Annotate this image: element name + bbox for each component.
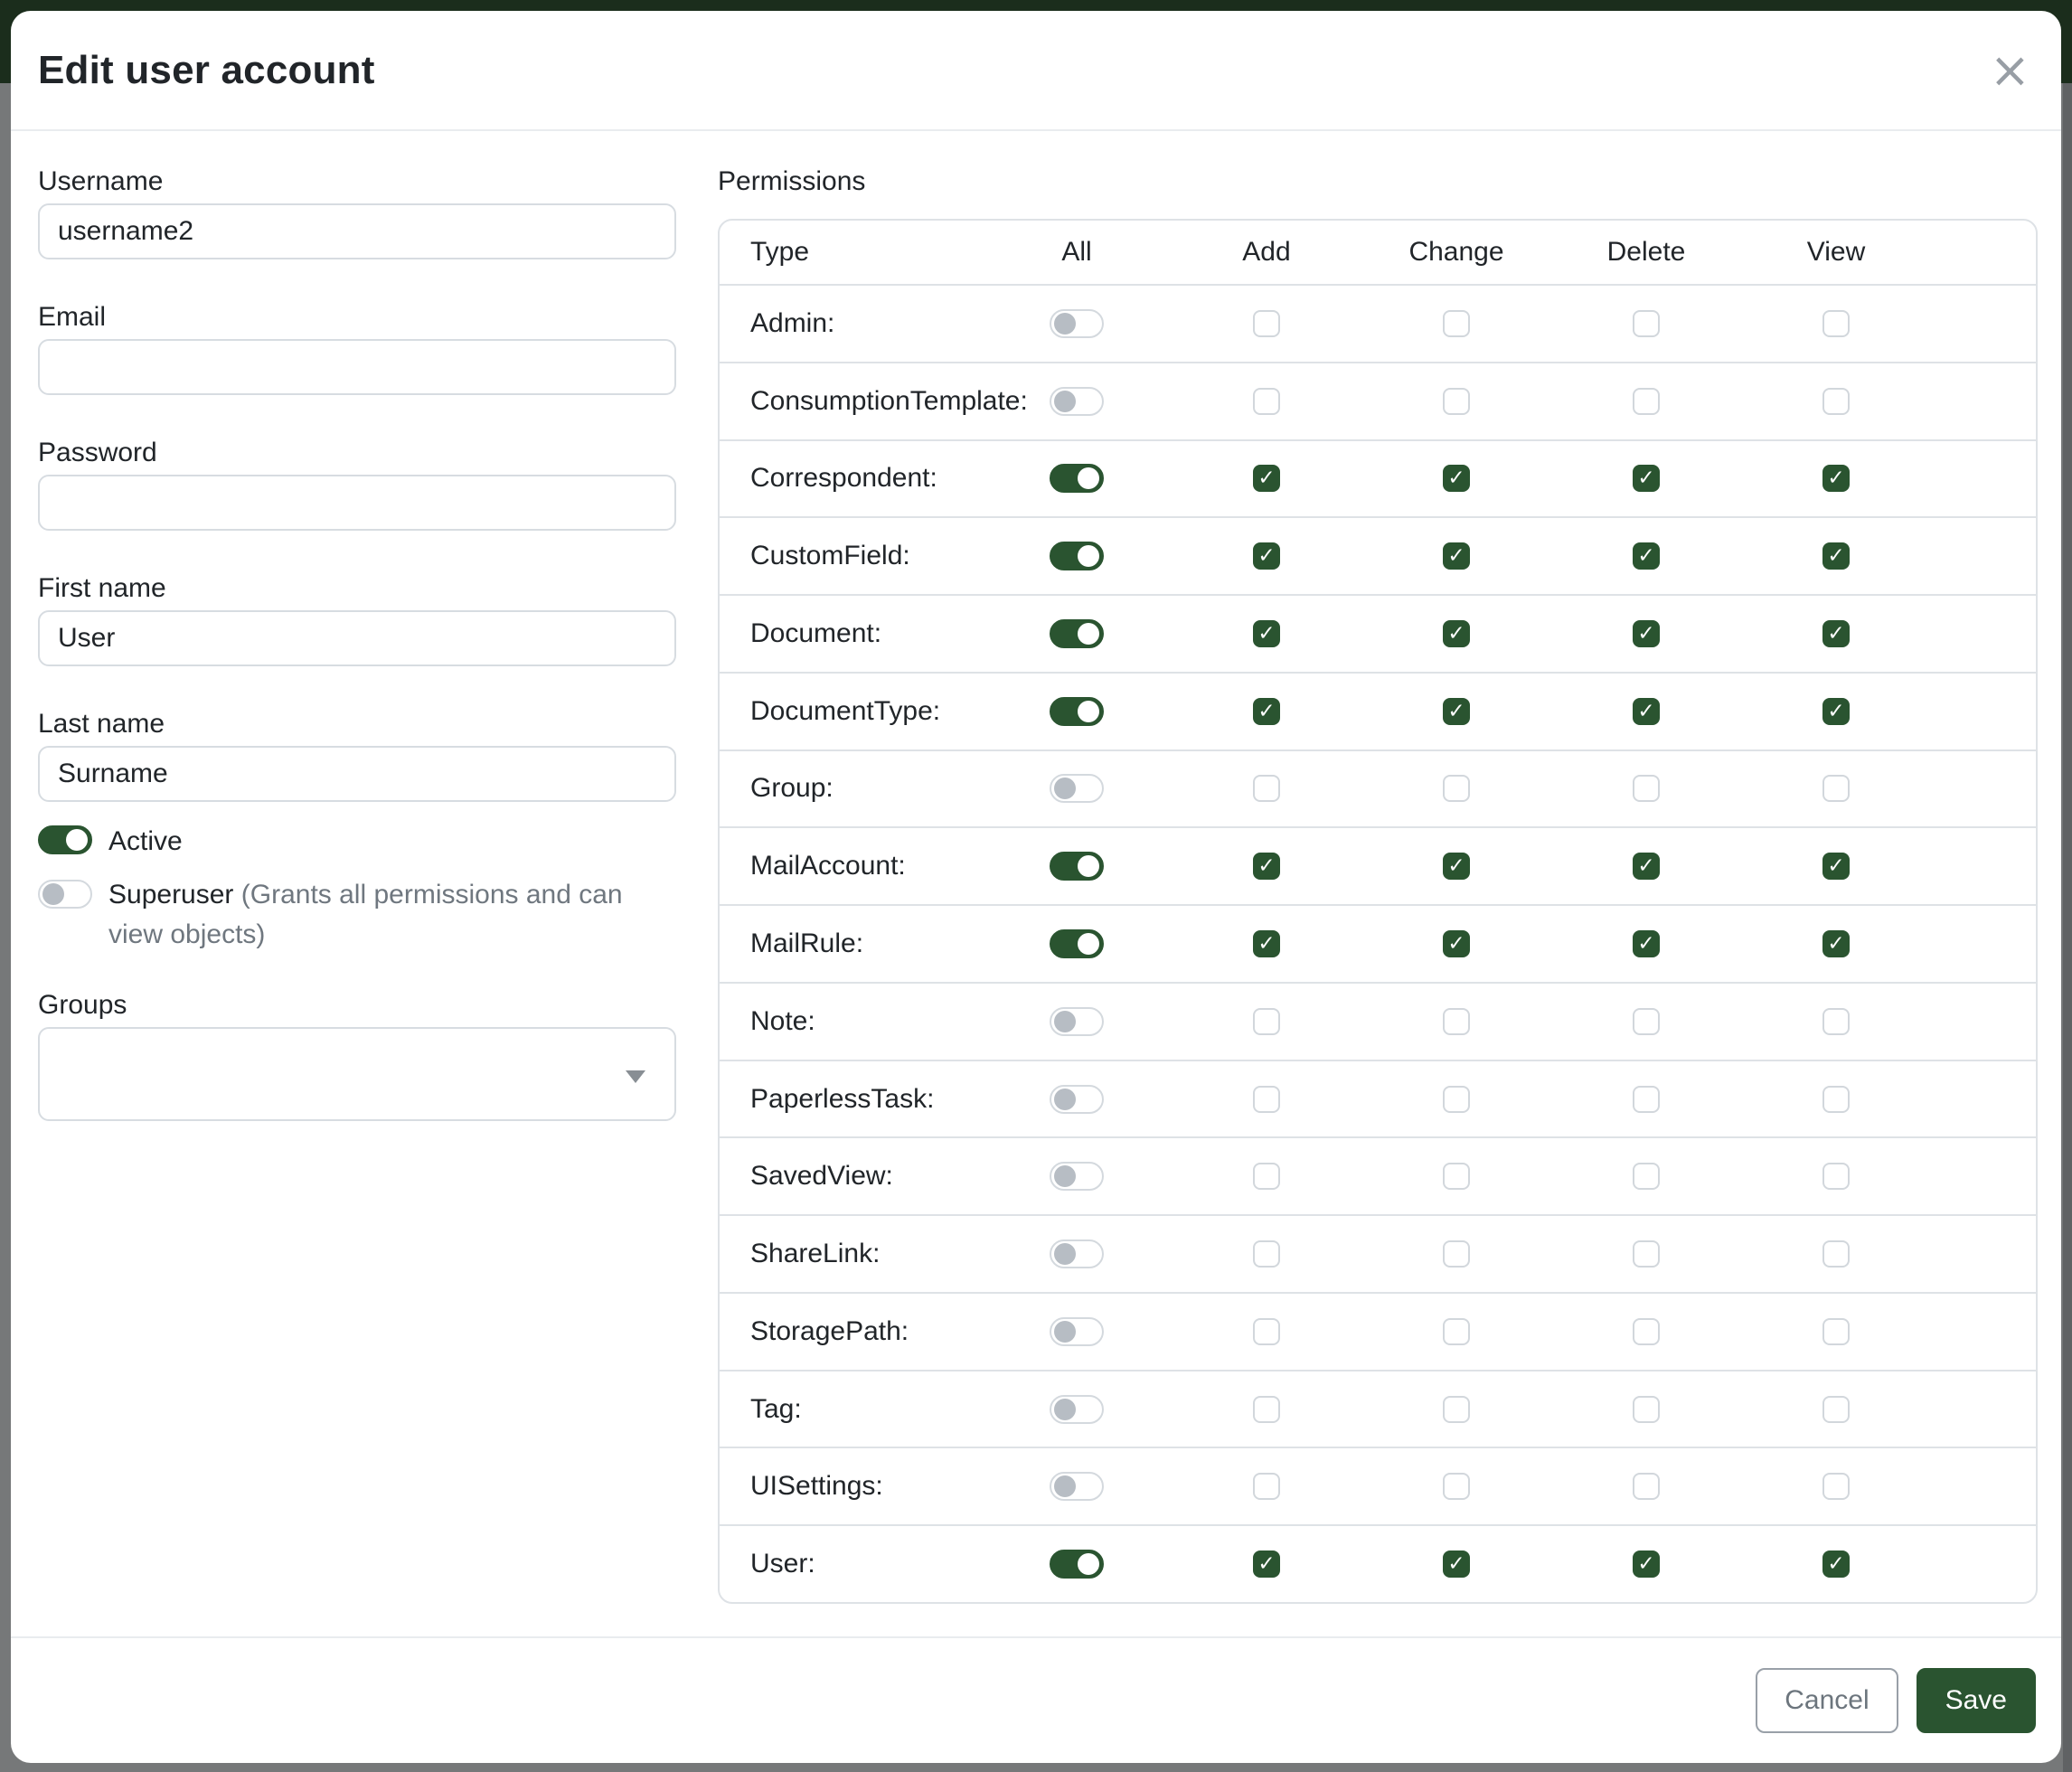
delete-checkbox[interactable] [1633, 465, 1660, 492]
toggle-knob [1054, 391, 1076, 412]
password-field[interactable] [38, 475, 676, 531]
view-checkbox[interactable] [1822, 1396, 1850, 1423]
add-checkbox[interactable] [1253, 1008, 1280, 1035]
permission-type-label: ShareLink: [750, 1239, 881, 1269]
delete-checkbox[interactable] [1633, 1163, 1660, 1190]
view-checkbox[interactable] [1822, 775, 1850, 802]
toggle-knob [1054, 1011, 1076, 1032]
user-form [38, 165, 676, 1121]
permission-type-label: CustomField: [750, 541, 910, 571]
permission-type-label: Admin: [750, 307, 835, 338]
delete-checkbox[interactable] [1633, 698, 1660, 725]
delete-checkbox[interactable] [1633, 775, 1660, 802]
username-group [38, 165, 676, 259]
toggle-knob [1078, 467, 1099, 489]
cancel-button[interactable]: Cancel [1756, 1668, 1898, 1733]
toggle-knob [1054, 1165, 1076, 1187]
delete-checkbox[interactable] [1633, 1396, 1660, 1423]
view-checkbox[interactable] [1822, 1008, 1850, 1035]
change-checkbox[interactable] [1443, 1396, 1470, 1423]
all-toggle[interactable] [1050, 1085, 1104, 1114]
view-checkbox[interactable] [1822, 1550, 1850, 1578]
add-checkbox[interactable] [1253, 1396, 1280, 1423]
permission-row [720, 1138, 2036, 1216]
toggle-knob [42, 883, 64, 905]
column-header-view: View [1806, 237, 1866, 267]
permission-row [720, 1294, 2036, 1371]
permission-row [720, 1448, 2036, 1526]
view-checkbox[interactable] [1822, 1318, 1850, 1345]
delete-checkbox[interactable] [1633, 620, 1660, 647]
permission-row [720, 286, 2036, 363]
delete-checkbox[interactable] [1633, 1318, 1660, 1345]
groups-group [38, 989, 676, 1121]
modal-footer [11, 1636, 2061, 1763]
permission-row [720, 828, 2036, 906]
change-checkbox[interactable] [1443, 1008, 1470, 1035]
change-checkbox[interactable] [1443, 1318, 1470, 1345]
view-checkbox[interactable] [1822, 930, 1850, 957]
all-toggle[interactable] [1050, 1472, 1104, 1501]
last-name-group [38, 708, 676, 802]
column-header-delete: Delete [1606, 237, 1686, 267]
page-title: Edit user account [38, 47, 375, 92]
permission-type-label: ConsumptionTemplate: [750, 385, 1028, 416]
first-name-label: First name [38, 573, 166, 603]
change-checkbox[interactable] [1443, 1473, 1470, 1500]
change-checkbox[interactable] [1443, 620, 1470, 647]
delete-checkbox[interactable] [1633, 1550, 1660, 1578]
view-checkbox[interactable] [1822, 1163, 1850, 1190]
superuser-hint: (Grants all permissions and can view objects) [108, 880, 623, 949]
superuser-toggle[interactable] [38, 880, 92, 909]
permission-row [720, 751, 2036, 829]
groups-select[interactable] [38, 1027, 676, 1121]
delete-checkbox[interactable] [1633, 853, 1660, 880]
delete-checkbox[interactable] [1633, 542, 1660, 570]
column-header-change: Change [1408, 237, 1504, 267]
delete-checkbox[interactable] [1633, 1086, 1660, 1113]
add-checkbox[interactable] [1253, 388, 1280, 415]
permission-row [720, 1371, 2036, 1449]
all-toggle[interactable] [1050, 619, 1104, 648]
toggle-knob [1078, 1553, 1099, 1575]
permission-type-label: UISettings: [750, 1471, 883, 1502]
toggle-knob [1078, 701, 1099, 722]
delete-checkbox[interactable] [1633, 1240, 1660, 1268]
modal-body [11, 133, 2061, 1636]
change-checkbox[interactable] [1443, 542, 1470, 570]
permission-type-label: Correspondent: [750, 463, 937, 494]
toggle-knob [1054, 1321, 1076, 1343]
permission-type-label: MailRule: [750, 928, 864, 958]
permission-row [720, 984, 2036, 1061]
all-toggle[interactable] [1050, 774, 1104, 803]
password-label: Password [38, 438, 157, 467]
all-toggle[interactable] [1050, 1395, 1104, 1424]
add-checkbox[interactable] [1253, 1163, 1280, 1190]
close-icon[interactable]: × [1989, 41, 2030, 99]
permission-type-label: DocumentType: [750, 695, 941, 726]
email-label: Email [38, 302, 107, 332]
delete-checkbox[interactable] [1633, 1473, 1660, 1500]
view-checkbox[interactable] [1822, 1086, 1850, 1113]
permission-row [720, 906, 2036, 984]
first-name-field[interactable] [38, 610, 676, 666]
delete-checkbox[interactable] [1633, 1008, 1660, 1035]
all-toggle[interactable] [1050, 542, 1104, 570]
all-toggle[interactable] [1050, 309, 1104, 338]
toggle-knob [1054, 1243, 1076, 1265]
change-checkbox[interactable] [1443, 388, 1470, 415]
view-checkbox[interactable] [1822, 542, 1850, 570]
permission-type-label: MailAccount: [750, 851, 906, 881]
add-checkbox[interactable] [1253, 465, 1280, 492]
active-label: Active [108, 826, 183, 856]
add-checkbox[interactable] [1253, 620, 1280, 647]
save-button[interactable]: Save [1917, 1668, 2036, 1733]
username-input[interactable] [38, 203, 676, 259]
last-name-field[interactable] [38, 746, 676, 802]
all-toggle[interactable] [1050, 929, 1104, 958]
permission-row [720, 1061, 2036, 1139]
toggle-knob [1054, 1399, 1076, 1420]
username-label: Username [38, 166, 164, 196]
view-checkbox[interactable] [1822, 310, 1850, 337]
password-group [38, 437, 676, 531]
permission-row [720, 518, 2036, 596]
all-toggle[interactable] [1050, 697, 1104, 726]
all-toggle[interactable] [1050, 1007, 1104, 1036]
change-checkbox[interactable] [1443, 775, 1470, 802]
permissions-label: Permissions [718, 166, 866, 196]
permissions-header-row [720, 221, 2036, 286]
view-checkbox[interactable] [1822, 388, 1850, 415]
add-checkbox[interactable] [1253, 1473, 1280, 1500]
change-checkbox[interactable] [1443, 310, 1470, 337]
toggle-knob [1054, 313, 1076, 335]
add-checkbox[interactable] [1253, 930, 1280, 957]
email-field[interactable] [38, 339, 676, 395]
permission-row [720, 441, 2036, 519]
all-toggle[interactable] [1050, 1162, 1104, 1191]
change-checkbox[interactable] [1443, 1163, 1470, 1190]
change-checkbox[interactable] [1443, 1240, 1470, 1268]
active-row [38, 825, 676, 858]
superuser-row [38, 880, 676, 955]
view-checkbox[interactable] [1822, 1473, 1850, 1500]
page-scrollbar[interactable] [2063, 83, 2072, 1772]
all-toggle[interactable] [1050, 1317, 1104, 1346]
permission-row [720, 674, 2036, 751]
add-checkbox[interactable] [1253, 1550, 1280, 1578]
last-name-label: Last name [38, 709, 165, 739]
add-checkbox[interactable] [1253, 853, 1280, 880]
add-checkbox[interactable] [1253, 542, 1280, 570]
superuser-text [108, 875, 676, 955]
add-checkbox[interactable] [1253, 310, 1280, 337]
permission-type-label: Note: [750, 1005, 815, 1036]
permission-row [720, 596, 2036, 674]
chevron-down-icon [626, 1070, 645, 1083]
first-name-group [38, 572, 676, 666]
view-checkbox[interactable] [1822, 698, 1850, 725]
delete-checkbox[interactable] [1633, 930, 1660, 957]
modal-header [11, 11, 2061, 131]
change-checkbox[interactable] [1443, 930, 1470, 957]
permission-row [720, 1526, 2036, 1602]
permission-row [720, 1216, 2036, 1294]
all-toggle[interactable] [1050, 464, 1104, 493]
groups-label: Groups [38, 990, 127, 1020]
view-checkbox[interactable] [1822, 1240, 1850, 1268]
all-toggle[interactable] [1050, 852, 1104, 881]
add-checkbox[interactable] [1253, 698, 1280, 725]
view-checkbox[interactable] [1822, 620, 1850, 647]
all-toggle[interactable] [1050, 387, 1104, 416]
delete-checkbox[interactable] [1633, 310, 1660, 337]
permission-type-label: Group: [750, 773, 834, 804]
permission-row [720, 363, 2036, 441]
permission-type-label: Document: [750, 617, 882, 648]
toggle-knob [1054, 778, 1076, 799]
permissions-section [718, 165, 2038, 1604]
change-checkbox[interactable] [1443, 1550, 1470, 1578]
column-header-type: Type [750, 237, 810, 267]
permissions-table [718, 219, 2038, 1604]
add-checkbox[interactable] [1253, 1318, 1280, 1345]
permission-type-label: User: [750, 1549, 815, 1579]
permission-type-label: SavedView: [750, 1161, 893, 1192]
toggle-knob [1078, 623, 1099, 645]
all-toggle[interactable] [1050, 1550, 1104, 1579]
delete-checkbox[interactable] [1633, 388, 1660, 415]
toggle-knob [1078, 933, 1099, 955]
all-toggle[interactable] [1050, 1239, 1104, 1268]
change-checkbox[interactable] [1443, 1086, 1470, 1113]
view-checkbox[interactable] [1822, 853, 1850, 880]
permission-type-label: Tag: [750, 1393, 802, 1424]
column-header-add: Add [1242, 237, 1291, 267]
superuser-label: Superuser [108, 880, 234, 910]
toggle-knob [1054, 1089, 1076, 1110]
add-checkbox[interactable] [1253, 775, 1280, 802]
edit-user-modal [11, 11, 2061, 1763]
toggle-knob [66, 829, 88, 851]
email-group [38, 301, 676, 395]
add-checkbox[interactable] [1253, 1086, 1280, 1113]
change-checkbox[interactable] [1443, 698, 1470, 725]
change-checkbox[interactable] [1443, 853, 1470, 880]
view-checkbox[interactable] [1822, 465, 1850, 492]
change-checkbox[interactable] [1443, 465, 1470, 492]
permission-type-label: StoragePath: [750, 1315, 909, 1346]
active-toggle[interactable] [38, 825, 92, 854]
column-header-all: All [1061, 237, 1092, 267]
permission-type-label: PaperlessTask: [750, 1083, 935, 1114]
toggle-knob [1054, 1475, 1076, 1497]
toggle-knob [1078, 545, 1099, 567]
toggle-knob [1078, 855, 1099, 877]
add-checkbox[interactable] [1253, 1240, 1280, 1268]
